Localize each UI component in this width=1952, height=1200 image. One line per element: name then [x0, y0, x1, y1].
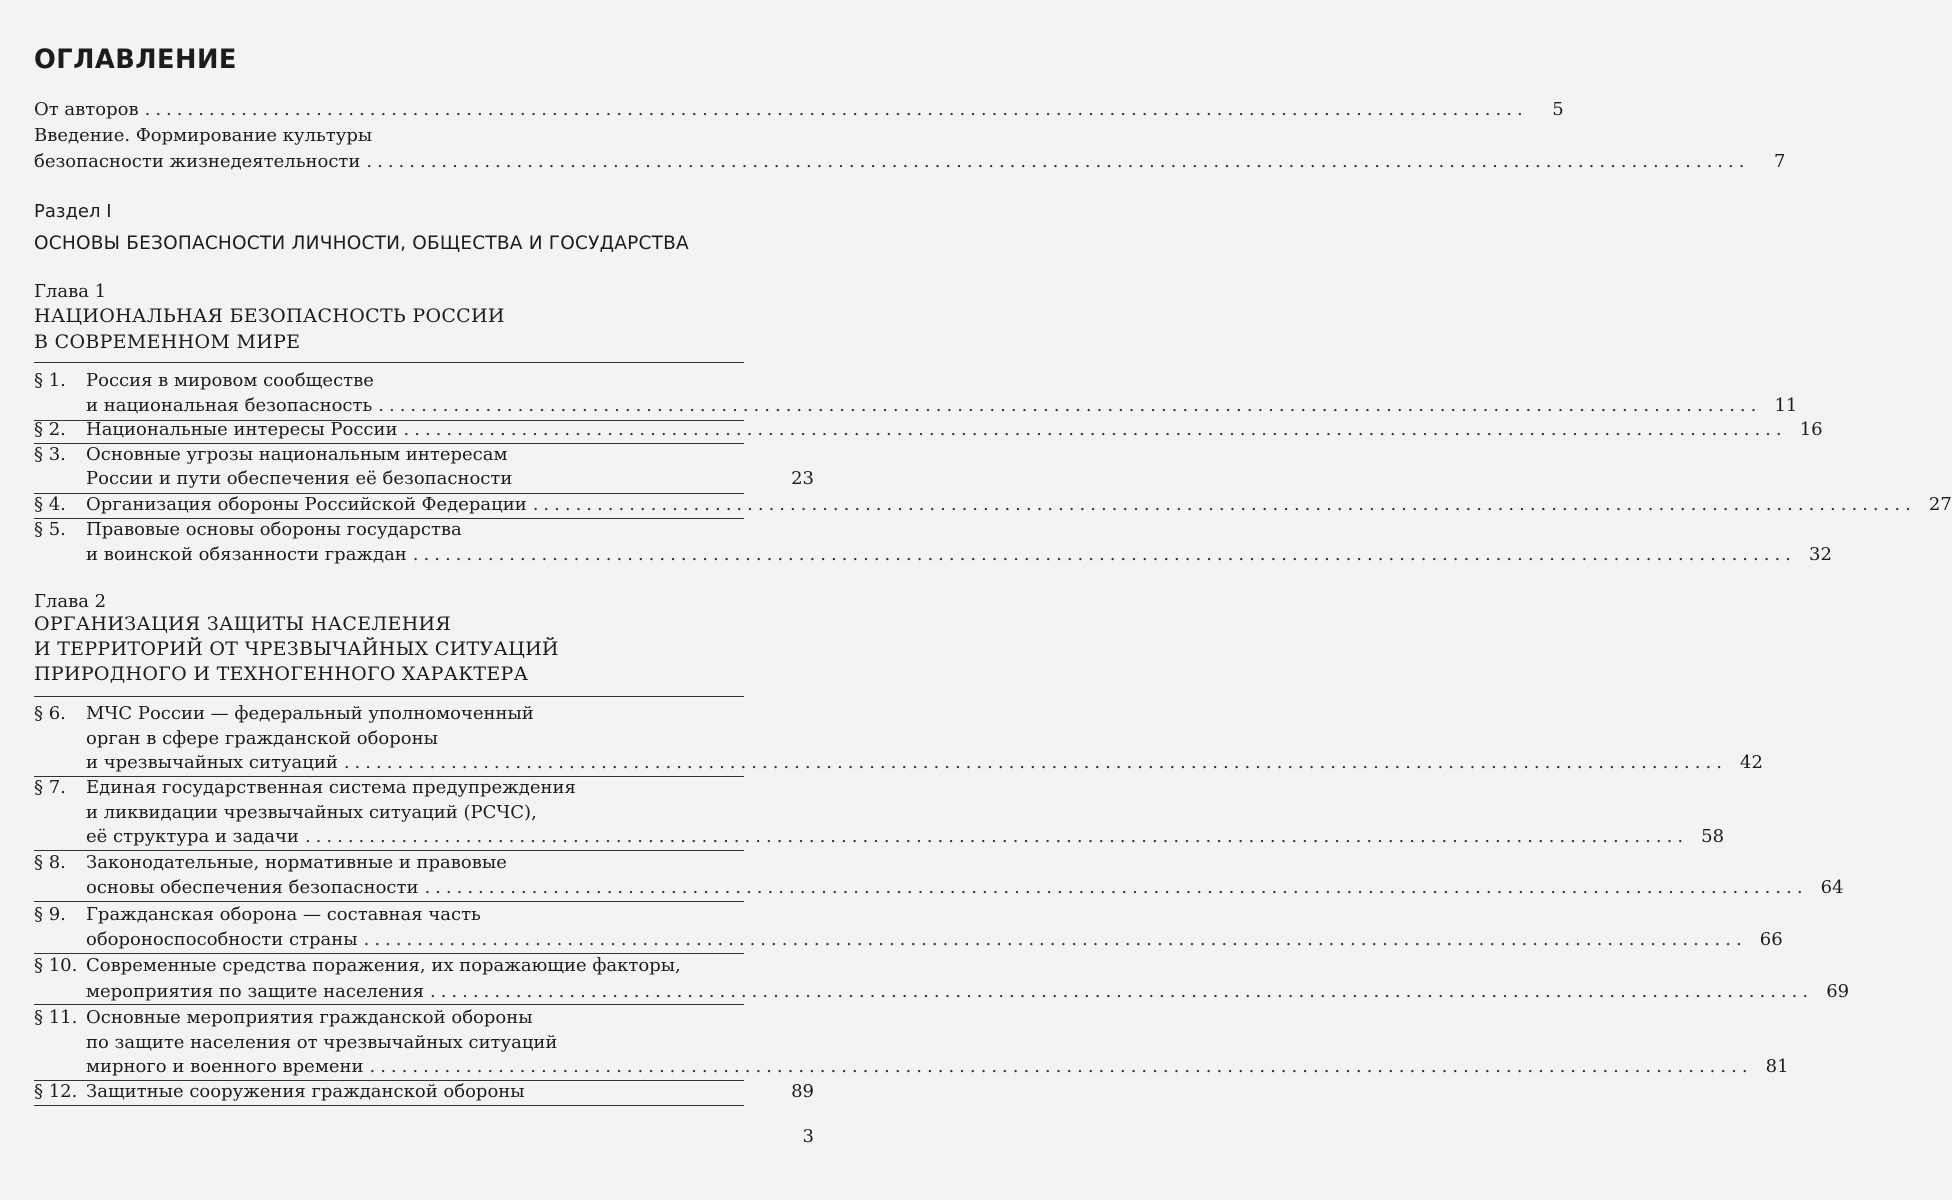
entry-number: § 3. — [34, 444, 66, 465]
leader-dots: ................................................................................................................................. — [412, 544, 1796, 565]
chapter-title-line: ПРИРОДНОГО И ТЕХНОГЕННОГО ХАРАКТЕРА — [34, 663, 529, 685]
toc-entry-introduction — [34, 150, 1786, 174]
leader-dots: ................................................................................................................................. — [378, 395, 1762, 416]
chapter-title-line: НАЦИОНАЛЬНАЯ БЕЗОПАСНОСТЬ РОССИИ — [34, 305, 505, 327]
leader-dots: ................................................................................................................................. — [429, 981, 1814, 1002]
entry-text: основы обеспечения безопасности — [86, 877, 419, 898]
entry-text: Основные мероприятия гражданской обороны — [86, 1007, 533, 1028]
entry-text: Гражданская оборона — составная часть — [86, 904, 481, 925]
entry-text: Современные средства поражения, их поражающие факторы, — [86, 955, 681, 976]
toc-entry — [34, 1006, 814, 1030]
entry-text: Национальные интересы России — [86, 419, 398, 440]
divider — [34, 901, 744, 902]
toc-entry — [34, 418, 1823, 442]
toc-entry — [34, 776, 814, 800]
toc-entry — [34, 825, 1725, 849]
entry-page: 81 — [1765, 1056, 1789, 1077]
section-title: ОСНОВЫ БЕЗОПАСНОСТИ ЛИЧНОСТИ, ОБЩЕСТВА И ГОСУДАРСТВА — [34, 233, 689, 254]
entry-text: и национальная безопасность — [86, 395, 373, 416]
entry-text: и чрезвычайных ситуаций — [86, 752, 338, 773]
chapter-title-line: В СОВРЕМЕННОМ МИРЕ — [34, 331, 301, 353]
toc-entry — [34, 727, 814, 751]
section-label: Раздел I — [34, 201, 112, 222]
entry-number: § 12. — [34, 1081, 78, 1102]
toc-entry — [34, 518, 814, 542]
toc-entry-introduction-line1 — [34, 124, 814, 148]
toc-entry — [34, 1080, 814, 1104]
leader-dots: ................................................................................................................................. — [144, 99, 1528, 120]
toc-entry — [34, 903, 814, 927]
toc-entry — [34, 394, 1798, 418]
toc-entry — [34, 493, 1952, 517]
entry-text: по защите населения от чрезвычайных ситуаций — [86, 1032, 558, 1053]
leader-dots: ................................................................................................................................. — [532, 494, 1916, 515]
entry-number: § 6. — [34, 703, 66, 724]
entry-text: От авторов — [34, 99, 139, 120]
entry-text: обороноспособности страны — [86, 929, 358, 950]
toc-entry — [34, 543, 1832, 567]
toc-entry — [34, 954, 814, 978]
divider — [34, 1004, 744, 1005]
entry-text: Основные угрозы национальным интересам — [86, 444, 508, 465]
divider — [34, 1105, 744, 1106]
entry-page: 89 — [791, 1081, 814, 1102]
leader-dots: ................................................................................................................................. — [363, 929, 1747, 950]
toc-entry — [34, 851, 814, 875]
chapter-label: Глава 1 — [34, 281, 107, 302]
toc-entry — [34, 702, 814, 726]
entry-page: 27 — [1928, 494, 1952, 515]
entry-number: § 1. — [34, 370, 66, 391]
entry-page: 32 — [1809, 544, 1832, 565]
chapter-title-line: И ТЕРРИТОРИЙ ОТ ЧРЕЗВЫЧАЙНЫХ СИТУАЦИЙ — [34, 638, 559, 660]
toc-entry — [34, 1031, 814, 1055]
leader-dots: ................................................................................................................................. — [343, 752, 1727, 773]
toc-entry — [34, 980, 1850, 1004]
leader-dots: ................................................................................................................................. — [369, 1056, 1753, 1077]
entry-number: § 2. — [34, 419, 66, 440]
entry-number: § 8. — [34, 852, 66, 873]
entry-number: § 5. — [34, 519, 66, 540]
entry-page: 64 — [1820, 877, 1844, 898]
toc-entry — [34, 1055, 1789, 1079]
toc-entry — [34, 443, 814, 467]
entry-text: Организация обороны Российской Федерации — [86, 494, 527, 515]
entry-text: безопасности жизнедеятельности — [34, 151, 361, 172]
entry-number: § 4. — [34, 494, 66, 515]
toc-entry-from-authors — [34, 98, 1564, 122]
entry-text: её структура и задачи — [86, 826, 299, 847]
entry-number: § 11. — [34, 1007, 78, 1028]
entry-page: 23 — [791, 468, 814, 489]
toc-entry — [34, 928, 1783, 952]
leader-dots: ................................................................................................................................. — [424, 877, 1808, 898]
leader-dots: ................................................................................................................................. — [366, 151, 1750, 172]
divider — [34, 696, 744, 697]
entry-page: 11 — [1774, 395, 1798, 416]
entry-text: Защитные сооружения гражданской обороны — [86, 1081, 525, 1102]
entry-text: и воинской обязанности граждан — [86, 544, 407, 565]
entry-number: § 10. — [34, 955, 78, 976]
entry-text: МЧС России — федеральный уполномоченный — [86, 703, 534, 724]
entry-number: § 9. — [34, 904, 66, 925]
chapter-label: Глава 2 — [34, 591, 107, 612]
page-number: 3 — [802, 1126, 814, 1147]
entry-text: Единая государственная система предупреждения — [86, 777, 576, 798]
entry-page: 5 — [1552, 99, 1564, 120]
entry-text: мирного и военного времени — [86, 1056, 364, 1077]
entry-page: 42 — [1740, 752, 1763, 773]
entry-text: и ликвидации чрезвычайных ситуаций (РСЧС), — [86, 802, 537, 823]
toc-entry — [34, 369, 814, 393]
entry-page: 7 — [1774, 151, 1786, 172]
leader-dots: ................................................................................................................................. — [304, 826, 1689, 847]
toc-entry — [34, 467, 814, 491]
entry-text: Россия в мировом сообществе — [86, 370, 374, 391]
entry-text: России и пути обеспечения её безопасности — [86, 468, 513, 489]
toc-entry — [34, 801, 814, 825]
entry-text: Введение. Формирование культуры — [34, 125, 373, 146]
entry-page: 16 — [1799, 419, 1823, 440]
entry-number: § 7. — [34, 777, 66, 798]
entry-text: Правовые основы обороны государства — [86, 519, 462, 540]
toc-entry — [34, 876, 1844, 900]
entry-page: 66 — [1759, 929, 1783, 950]
entry-text: Законодательные, нормативные и правовые — [86, 852, 507, 873]
page-title: ОГЛАВЛЕНИЕ — [34, 44, 237, 75]
toc-entry — [34, 751, 1763, 775]
divider — [34, 362, 744, 363]
leader-dots: ................................................................................................................................. — [403, 419, 1787, 440]
entry-text: мероприятия по защите населения — [86, 981, 424, 1002]
entry-page: 58 — [1701, 826, 1725, 847]
entry-page: 69 — [1826, 981, 1850, 1002]
entry-text: орган в сфере гражданской обороны — [86, 728, 438, 749]
chapter-title-line: ОРГАНИЗАЦИЯ ЗАЩИТЫ НАСЕЛЕНИЯ — [34, 613, 452, 635]
